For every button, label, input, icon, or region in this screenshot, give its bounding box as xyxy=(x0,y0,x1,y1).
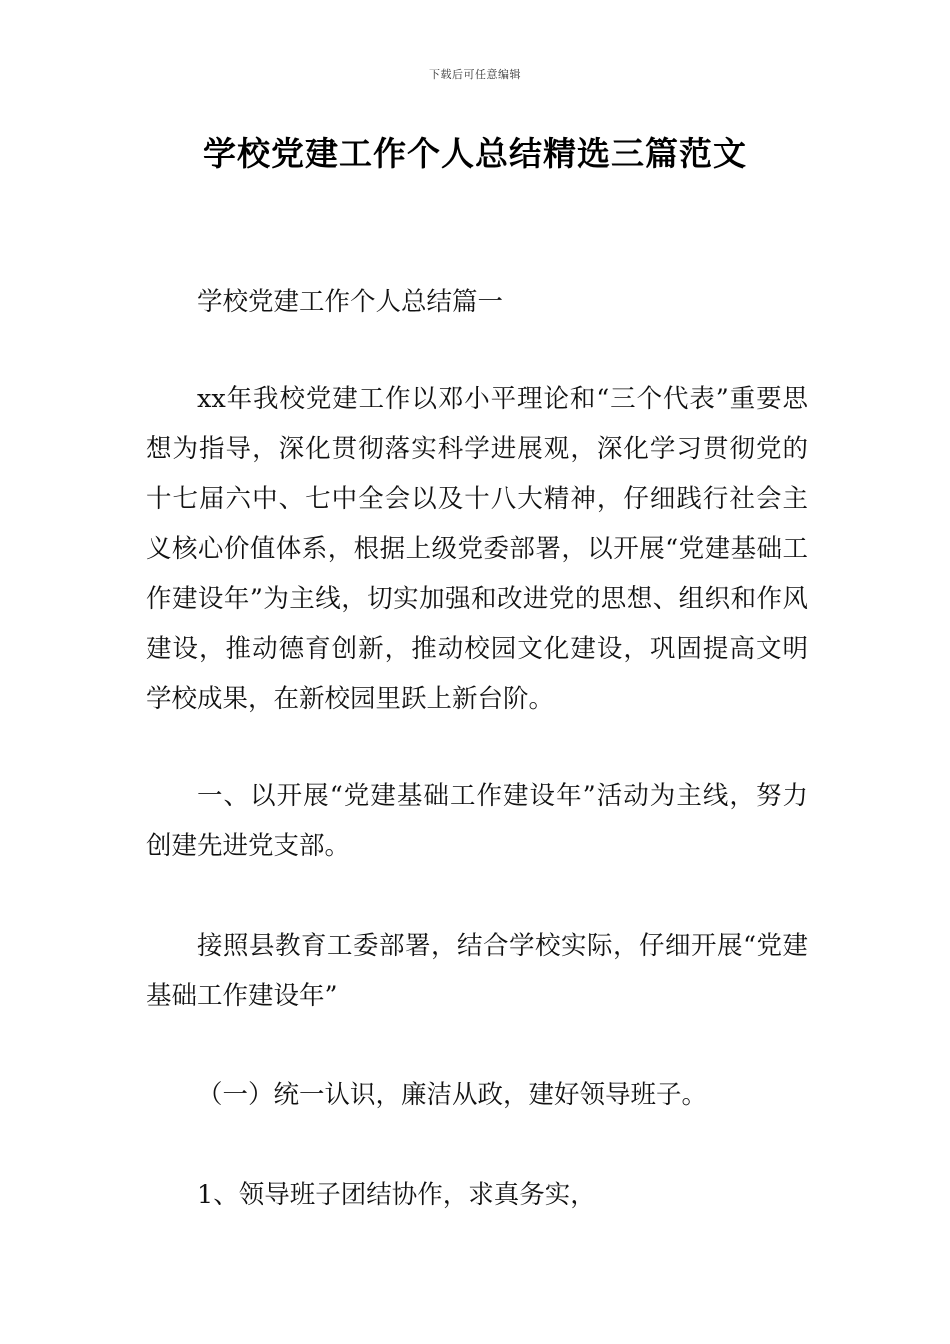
section-heading: 学校党建工作个人总结篇一 xyxy=(197,287,504,317)
paragraph-heading-one: 一、以开展“党建基础工作建设年”活动为主线，努力创建先进党支部。 xyxy=(146,781,808,861)
paragraph-item-one: 1、领导班子团结协作，求真务实， xyxy=(197,1180,596,1210)
paragraph-subheading-one: （一）统一认识，廉洁从政，建好领导班子。 xyxy=(197,1080,708,1110)
paragraph-intro: xx年我校党建工作以邓小平理论和“三个代表”重要思想为指导，深化贯彻落实科学进展观，深化学习贯彻党的十七届六中、七中全会以及十八大精神，仔细践行社会主义核心价值体系，根据上级党委部署，以开展“党建基础工作建设年”为主线，切实加强和改进党的思想、组织和作风建设，推动德育创新，推动校园文化建设，巩固提高文明学校成果，在新校园里跃上新台阶。 xyxy=(146,384,808,714)
header-note: 下载后可任意编辑 xyxy=(429,68,521,81)
document-title: 学校党建工作个人总结精选三篇范文 xyxy=(203,134,747,173)
paragraph-arrangement: 接照县教育工委部署，结合学校实际，仔细开展“党建基础工作建设年” xyxy=(146,931,808,1011)
